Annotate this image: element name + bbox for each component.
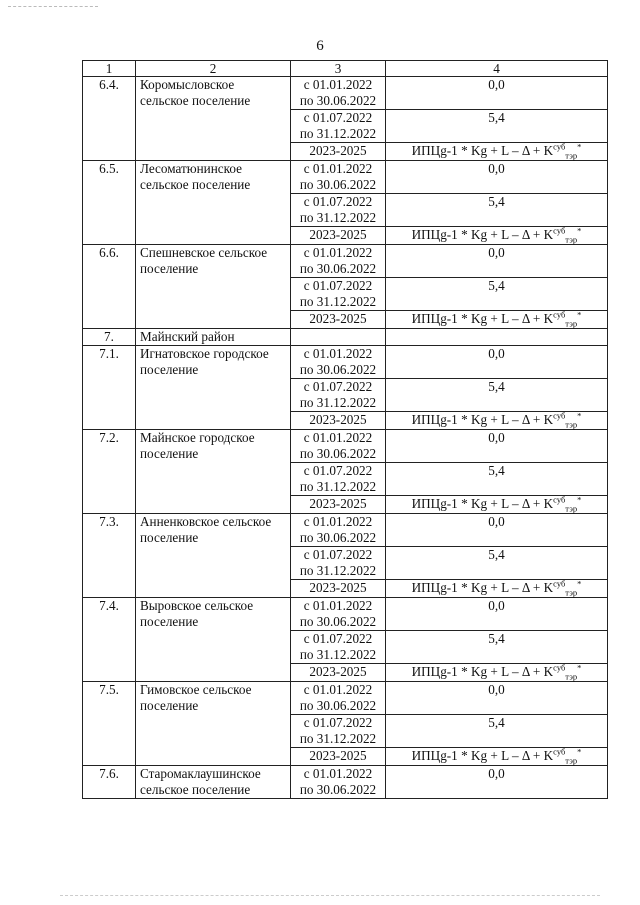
period-cell [291,715,386,748]
formula-subscript: тэр [565,503,578,514]
value-cell: 5,4 [386,194,608,227]
period-from: с 01.07.2022 [303,379,373,394]
formula-base: ИПЦg-1 * Kg + L – Δ + K [411,748,554,763]
period-plan: 2023-2025 [291,496,386,514]
row-name: Анненковское сельское поселение [136,514,291,598]
value-cell: 5,4 [386,379,608,412]
formula-subscript: тэр [565,318,578,329]
table-row [83,514,608,547]
formula-superscript: суб [553,141,566,152]
period-to: по 30.06.2022 [299,614,377,629]
table-row [83,245,608,278]
formula [411,309,582,329]
row-number: 7.3. [83,514,136,598]
period-to: по 31.12.2022 [299,210,377,225]
table-row [83,161,608,194]
row-number: 6.6. [83,245,136,329]
value-cell: 0,0 [386,245,608,278]
formula-superscript: суб [553,494,566,505]
period-from: с 01.07.2022 [303,547,373,562]
table-row [83,766,608,799]
formula-subscript: тэр [565,419,578,430]
value-cell: 0,0 [386,346,608,379]
period-from: с 01.07.2022 [303,631,373,646]
table-row [83,598,608,631]
value-cell: 0,0 [386,598,608,631]
formula-cell [386,412,608,430]
row-number: 6.5. [83,161,136,245]
formula-superscript: суб [553,578,566,589]
period-cell [291,278,386,311]
period-to: по 30.06.2022 [299,177,377,192]
row-name: Выровское сельское поселение [136,598,291,682]
period-from: с 01.01.2022 [303,346,373,361]
period-cell [291,547,386,580]
formula-subscript: тэр [565,234,578,245]
period-to: по 31.12.2022 [299,395,377,410]
formula-base: ИПЦg-1 * Kg + L – Δ + K [411,227,554,242]
value-cell: 5,4 [386,278,608,311]
row-number: 7.1. [83,346,136,430]
period-from: с 01.07.2022 [303,110,373,125]
period-cell [291,430,386,463]
value-cell: 5,4 [386,110,608,143]
column-header-4: 4 [386,61,608,77]
period-cell [291,631,386,664]
period-to: по 30.06.2022 [299,698,377,713]
formula-star: * [577,225,582,236]
value-cell: 5,4 [386,715,608,748]
row-number: 7.2. [83,430,136,514]
formula-star: * [577,662,582,673]
row-name: Коромысловское сельское поселение [136,77,291,161]
period-cell [291,514,386,547]
period-to: по 31.12.2022 [299,731,377,746]
period-plan: 2023-2025 [291,227,386,245]
row-name: Лесоматюнинское сельское поселение [136,161,291,245]
value-cell: 0,0 [386,77,608,110]
formula-base: ИПЦg-1 * Kg + L – Δ + K [411,311,554,326]
formula-base: ИПЦg-1 * Kg + L – Δ + K [411,664,554,679]
period-to: по 31.12.2022 [299,479,377,494]
value-cell: 0,0 [386,430,608,463]
formula-cell [386,227,608,245]
formula [411,662,582,682]
formula-superscript: суб [553,309,566,320]
formula-star: * [577,746,582,757]
formula-cell [386,311,608,329]
formula-subscript: тэр [565,587,578,598]
period-from: с 01.01.2022 [303,161,373,176]
period-to: по 30.06.2022 [299,782,377,797]
formula [411,746,582,766]
table-row [83,346,608,379]
formula-cell [386,748,608,766]
period-from: с 01.01.2022 [303,766,373,781]
formula-base: ИПЦg-1 * Kg + L – Δ + K [411,496,554,511]
period-plan: 2023-2025 [291,748,386,766]
value-cell: 5,4 [386,547,608,580]
row-name: Игнатовское городское поселение [136,346,291,430]
value-cell: 5,4 [386,631,608,664]
value-cell: 5,4 [386,463,608,496]
row-number: 6.4. [83,77,136,161]
formula-base: ИПЦg-1 * Kg + L – Δ + K [411,412,554,427]
row-name: Старомаклаушинское сельское поселение [136,766,291,799]
period-plan: 2023-2025 [291,664,386,682]
formula [411,578,582,598]
scan-artifact-bottom [60,895,600,897]
period-from: с 01.01.2022 [303,77,373,92]
period-to: по 30.06.2022 [299,93,377,108]
period-cell [291,245,386,278]
period-to: по 31.12.2022 [299,126,377,141]
formula-star: * [577,141,582,152]
formula-subscript: тэр [565,755,578,766]
tariff-table [82,60,608,799]
formula-star: * [577,410,582,421]
formula-cell [386,143,608,161]
formula [411,225,582,245]
period-from: с 01.07.2022 [303,194,373,209]
formula-superscript: суб [553,410,566,421]
formula-star: * [577,494,582,505]
period-from: с 01.01.2022 [303,514,373,529]
period-cell [291,110,386,143]
period-cell [291,766,386,799]
row-number: 7.6. [83,766,136,799]
period-cell [291,194,386,227]
scan-artifact-top [8,6,98,8]
period-cell [291,77,386,110]
period-to: по 31.12.2022 [299,563,377,578]
formula [411,494,582,514]
formula-base: ИПЦg-1 * Kg + L – Δ + K [411,143,554,158]
period-from: с 01.01.2022 [303,682,373,697]
row-name: Майнское городское поселение [136,430,291,514]
value-cell: 0,0 [386,766,608,799]
period-cell [291,346,386,379]
row-name: Майнский район [136,329,291,346]
period-cell [291,161,386,194]
empty-cell [386,329,608,346]
formula-subscript: тэр [565,150,578,161]
value-cell: 0,0 [386,514,608,547]
period-from: с 01.01.2022 [303,598,373,613]
period-cell [291,463,386,496]
formula-superscript: суб [553,225,566,236]
formula-cell [386,580,608,598]
formula [411,141,582,161]
period-to: по 31.12.2022 [299,647,377,662]
value-cell: 0,0 [386,682,608,715]
row-number: 7.4. [83,598,136,682]
formula-cell [386,496,608,514]
period-to: по 30.06.2022 [299,446,377,461]
row-name: Спешневское сельское поселение [136,245,291,329]
column-header-3: 3 [291,61,386,77]
period-to: по 31.12.2022 [299,294,377,309]
formula [411,410,582,430]
formula-base: ИПЦg-1 * Kg + L – Δ + K [411,580,554,595]
empty-cell [291,329,386,346]
formula-star: * [577,309,582,320]
column-header-1: 1 [83,61,136,77]
period-plan: 2023-2025 [291,311,386,329]
period-from: с 01.07.2022 [303,463,373,478]
period-from: с 01.07.2022 [303,278,373,293]
period-to: по 30.06.2022 [299,362,377,377]
column-header-2: 2 [136,61,291,77]
period-from: с 01.01.2022 [303,430,373,445]
period-from: с 01.07.2022 [303,715,373,730]
period-cell [291,379,386,412]
period-plan: 2023-2025 [291,143,386,161]
formula-subscript: тэр [565,671,578,682]
row-name: Гимовское сельское поселение [136,682,291,766]
period-cell [291,598,386,631]
row-number: 7. [83,329,136,346]
table-row [83,77,608,110]
period-cell [291,682,386,715]
period-to: по 30.06.2022 [299,261,377,276]
table-row [83,430,608,463]
header-row [83,61,608,77]
period-from: с 01.01.2022 [303,245,373,260]
period-plan: 2023-2025 [291,580,386,598]
formula-superscript: суб [553,662,566,673]
page-number: 6 [316,38,324,54]
formula-superscript: суб [553,746,566,757]
table-row [83,682,608,715]
formula-star: * [577,578,582,589]
period-plan: 2023-2025 [291,412,386,430]
period-to: по 30.06.2022 [299,530,377,545]
formula-cell [386,664,608,682]
row-number: 7.5. [83,682,136,766]
section-row [83,329,608,346]
table-body [83,77,608,799]
value-cell: 0,0 [386,161,608,194]
